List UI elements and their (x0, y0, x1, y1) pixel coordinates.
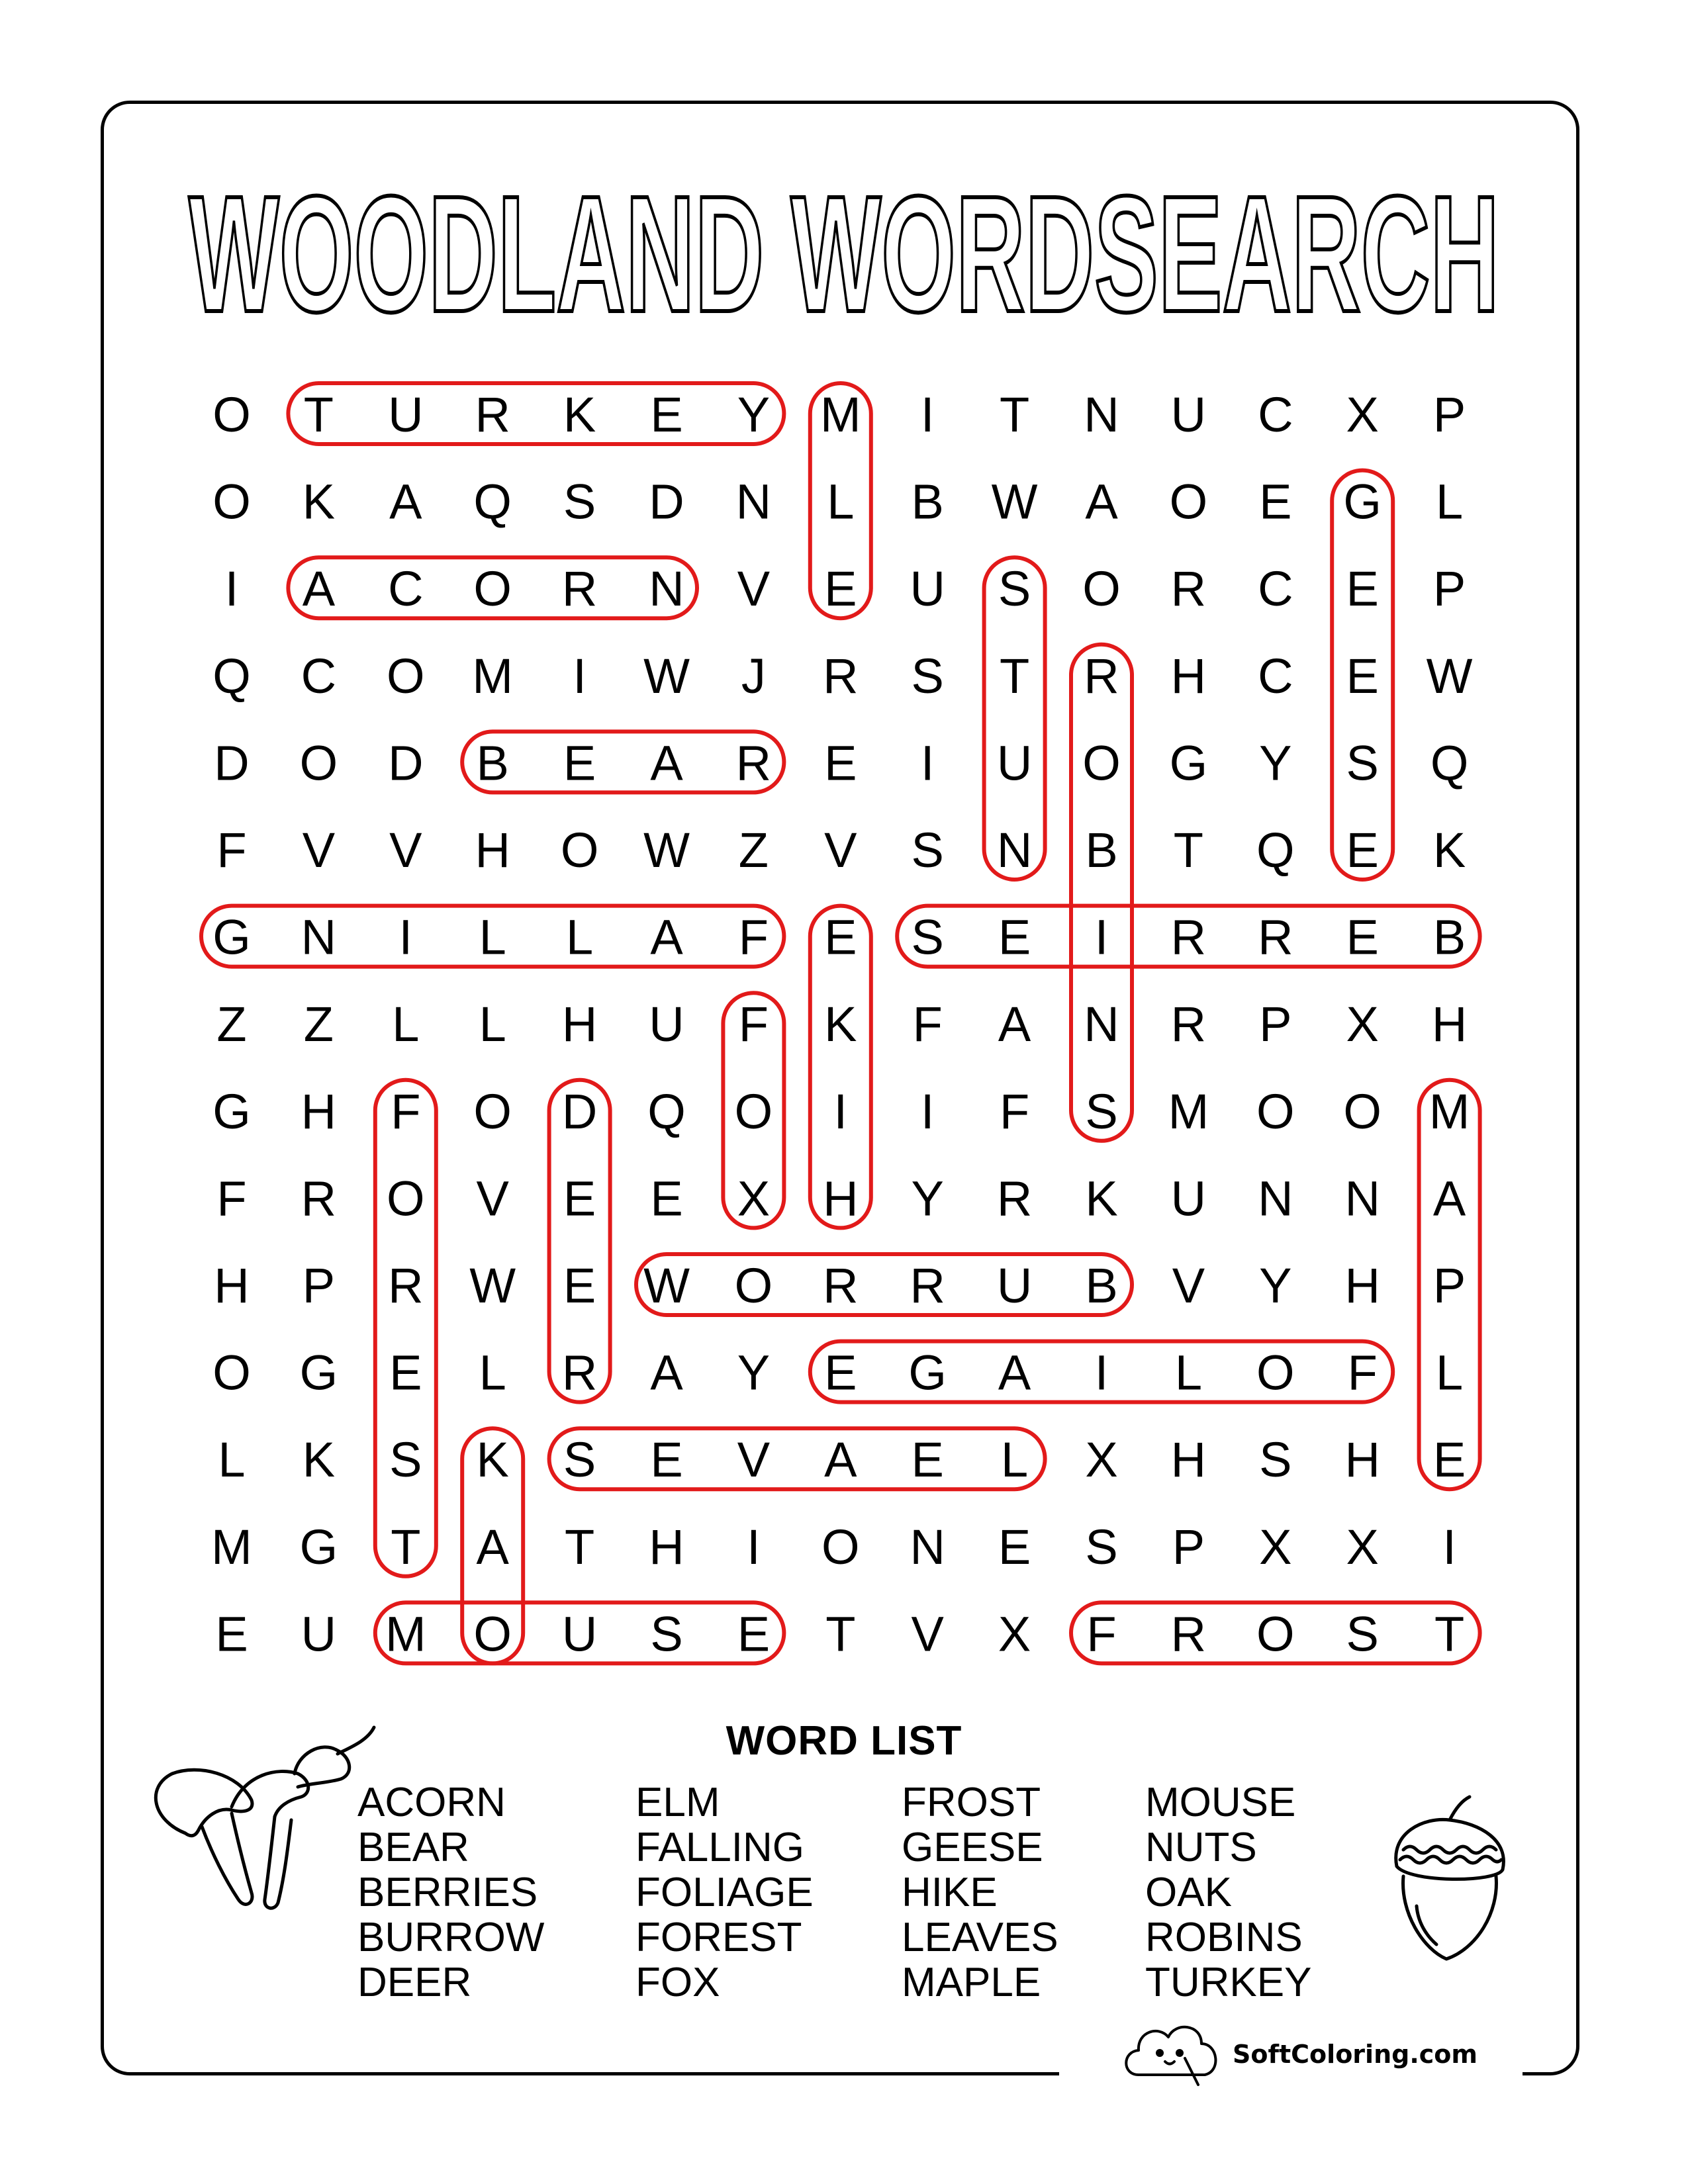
grid-cell[interactable]: Z (303, 997, 334, 1052)
cloud-mascot-icon (1119, 2012, 1225, 2091)
grid-cell[interactable]: H (1431, 997, 1468, 1052)
grid-cell[interactable]: Y (911, 1171, 944, 1226)
grid-cell[interactable]: V (737, 561, 771, 617)
grid-cell[interactable]: T (1434, 1606, 1465, 1662)
grid-cell[interactable]: R (823, 648, 859, 704)
grid-cell[interactable]: P (1259, 997, 1292, 1052)
word-list-item: GEESE (902, 1825, 1043, 1870)
grid-cell[interactable]: O (1169, 474, 1208, 529)
grid-cell[interactable]: G (908, 1345, 947, 1400)
grid-cell[interactable]: E (824, 909, 857, 965)
grid-cell[interactable]: X (1346, 997, 1379, 1052)
grid-cell[interactable]: S (389, 1432, 422, 1488)
grid-cell[interactable]: S (1085, 1083, 1118, 1139)
grid-cell[interactable]: H (823, 1171, 859, 1226)
grid-cell[interactable]: L (1436, 1345, 1464, 1400)
grid-cell[interactable]: V (476, 1171, 509, 1226)
grid-cell[interactable]: X (737, 1171, 771, 1226)
grid-cell[interactable]: I (399, 909, 413, 965)
grid-cell[interactable]: X (1346, 1519, 1379, 1574)
grid-cell[interactable]: F (738, 909, 769, 965)
grid-cell[interactable]: M (1429, 1083, 1470, 1139)
grid-cell[interactable]: V (824, 823, 857, 878)
grid-cell[interactable]: T (303, 387, 334, 442)
grid-cell[interactable]: I (920, 1083, 935, 1139)
grid-cell[interactable]: S (1346, 1606, 1379, 1662)
grid-cell[interactable]: U (388, 387, 424, 442)
grid-cell[interactable]: O (387, 1171, 425, 1226)
grid-cell[interactable]: O (1082, 735, 1121, 791)
grid-cell[interactable]: H (649, 1519, 684, 1574)
word-list-item: TURKEY (1145, 1960, 1312, 2005)
word-list-item: HIKE (902, 1870, 998, 1915)
grid-cell[interactable]: N (649, 561, 684, 617)
grid-cell[interactable]: N (301, 909, 337, 965)
highlight-forest (375, 1080, 436, 1576)
grid-cell[interactable]: R (996, 1171, 1033, 1226)
grid-cell[interactable]: W (991, 474, 1038, 529)
grid-cell[interactable]: N (910, 1519, 945, 1574)
word-list-item: BURROW (357, 1915, 545, 1960)
grid-cell[interactable]: D (649, 474, 684, 529)
grid-cell[interactable]: T (999, 648, 1030, 704)
grid-cell[interactable]: I (920, 735, 935, 791)
word-list-item: FOREST (635, 1915, 802, 1960)
grid-cell[interactable]: H (561, 997, 598, 1052)
grid-cell[interactable]: G (299, 1519, 338, 1574)
grid-cell[interactable]: M (472, 648, 514, 704)
grid-cell[interactable]: R (1084, 648, 1119, 704)
grid-cell[interactable]: O (212, 474, 251, 529)
grid-cell[interactable]: R (1170, 909, 1207, 965)
grid-cell[interactable]: W (643, 1258, 690, 1313)
grid-cell[interactable]: L (1436, 474, 1464, 529)
grid-cell[interactable]: W (643, 648, 690, 704)
grid-cell[interactable]: T (825, 1606, 856, 1662)
grid-cell[interactable]: R (561, 561, 598, 617)
grid-cell[interactable]: O (299, 735, 338, 791)
grid-cell[interactable]: L (827, 474, 855, 529)
grid-cell[interactable]: M (211, 1519, 252, 1574)
grid-cell[interactable]: P (1432, 1258, 1466, 1313)
grid-cell[interactable]: H (301, 1083, 337, 1139)
grid-cell[interactable]: D (561, 1083, 598, 1139)
grid-cell[interactable]: C (301, 648, 337, 704)
grid-cell[interactable]: G (212, 909, 251, 965)
grid-cell[interactable]: P (302, 1258, 336, 1313)
grid-cell[interactable]: A (650, 735, 683, 791)
grid-cell[interactable]: C (1258, 561, 1293, 617)
grid-cell[interactable]: T (564, 1519, 595, 1574)
grid-cell[interactable]: V (302, 823, 336, 878)
grid-cell[interactable]: E (1346, 561, 1379, 617)
grid-cell[interactable]: Q (1256, 823, 1295, 878)
grid-cell[interactable]: U (561, 1606, 598, 1662)
word-list-item: DEER (357, 1960, 472, 2005)
grid-cell[interactable]: O (734, 1258, 773, 1313)
word-list-item: OAK (1145, 1870, 1232, 1915)
grid-cell[interactable]: E (1346, 648, 1379, 704)
grid-cell[interactable]: B (476, 735, 509, 791)
grid-cell[interactable]: F (1347, 1345, 1378, 1400)
word-list-item: MAPLE (902, 1960, 1041, 2005)
grid-cell[interactable]: P (1172, 1519, 1205, 1574)
grid-cell[interactable]: V (911, 1606, 944, 1662)
grid-cell[interactable]: H (1170, 1432, 1207, 1488)
grid-cell[interactable]: E (563, 735, 596, 791)
grid-cell[interactable]: K (302, 474, 336, 529)
grid-cell[interactable]: N (1344, 1171, 1380, 1226)
grid-cell[interactable]: I (224, 561, 239, 617)
grid-cell[interactable]: F (216, 1171, 247, 1226)
grid-cell[interactable]: R (388, 1258, 424, 1313)
grid-cell[interactable]: N (996, 823, 1033, 878)
grid-cell[interactable]: K (302, 1432, 336, 1488)
grid-cell[interactable]: U (996, 735, 1033, 791)
grid-cell[interactable]: O (212, 1345, 251, 1400)
grid-cell[interactable]: R (1170, 1606, 1207, 1662)
grid-cell[interactable]: S (911, 823, 944, 878)
highlight-burrow (636, 1254, 1132, 1315)
grid-cell[interactable]: U (996, 1258, 1033, 1313)
word-list-item: LEAVES (902, 1915, 1058, 1960)
grid-cell[interactable]: I (747, 1519, 761, 1574)
grid-cell[interactable]: B (1085, 823, 1118, 878)
word-list-item: MOUSE (1145, 1780, 1296, 1825)
grid-cell[interactable]: R (475, 387, 510, 442)
grid-cell[interactable]: Q (212, 648, 251, 704)
grid-cell[interactable]: X (1085, 1432, 1118, 1488)
grid-cell[interactable]: P (1432, 561, 1466, 617)
grid-cell[interactable]: P (1432, 387, 1466, 442)
grid-cell[interactable]: L (566, 909, 594, 965)
grid-cell[interactable]: N (1258, 1171, 1293, 1226)
word-list-title: WORD LIST (726, 1718, 962, 1764)
grid-cell[interactable]: I (833, 1083, 848, 1139)
grid-cell[interactable]: E (563, 1258, 596, 1313)
grid-cell[interactable]: V (389, 823, 422, 878)
grid-cell[interactable]: R (910, 1258, 945, 1313)
grid-cell[interactable]: W (1426, 648, 1473, 704)
brand-text: SoftColoring.com (1233, 2040, 1477, 2069)
grid-cell[interactable]: I (920, 387, 935, 442)
grid-cell[interactable]: W (643, 823, 690, 878)
grid-cell[interactable]: R (301, 1171, 337, 1226)
grid-cell[interactable]: I (1094, 1345, 1109, 1400)
grid-cell[interactable]: S (563, 1432, 596, 1488)
grid-cell[interactable]: I (573, 648, 586, 704)
grid-cell[interactable]: W (469, 1258, 516, 1313)
grid-cell[interactable]: V (737, 1432, 771, 1488)
grid-cell[interactable]: G (1343, 474, 1382, 529)
grid-cell[interactable]: F (738, 997, 769, 1052)
grid-cell[interactable]: A (389, 474, 422, 529)
grid-cell[interactable]: N (1084, 387, 1119, 442)
word-list-item: BERRIES (357, 1870, 538, 1915)
grid-cell[interactable]: I (1442, 1519, 1456, 1574)
grid-cell[interactable]: O (1256, 1345, 1295, 1400)
grid-cell[interactable]: M (1168, 1083, 1209, 1139)
grid-cell[interactable]: H (1170, 648, 1207, 704)
grid-cell[interactable]: L (218, 1432, 246, 1488)
highlight-robins (1071, 645, 1132, 1141)
highlight-turkey (288, 383, 784, 444)
grid-cell[interactable]: R (1170, 561, 1207, 617)
grid-cell[interactable]: Q (647, 1083, 686, 1139)
grid-cell[interactable]: T (999, 387, 1030, 442)
grid-cell[interactable]: O (473, 1083, 512, 1139)
grid-cell[interactable]: U (301, 1606, 337, 1662)
mushroom-icon (139, 1701, 391, 1926)
grid-cell[interactable]: F (999, 1083, 1030, 1139)
grid-cell[interactable]: Q (1430, 735, 1469, 791)
grid-cell[interactable]: E (1259, 474, 1292, 529)
grid-cell[interactable]: S (1346, 735, 1379, 791)
grid-cell[interactable]: S (998, 561, 1031, 617)
grid-cell[interactable]: O (1256, 1606, 1295, 1662)
grid-cell[interactable]: O (212, 387, 251, 442)
grid-cell[interactable]: E (737, 1606, 771, 1662)
word-list-column-4 (1145, 1780, 1311, 2005)
grid-cell[interactable]: R (823, 1258, 859, 1313)
grid-cell[interactable]: E (563, 1171, 596, 1226)
grid-cell[interactable]: X (998, 1606, 1031, 1662)
grid-cell[interactable]: I (1094, 909, 1109, 965)
grid-cell[interactable]: E (1346, 909, 1379, 965)
grid-cell[interactable]: Y (737, 387, 771, 442)
grid-cell[interactable]: Z (216, 997, 247, 1052)
grid-cell[interactable]: G (299, 1345, 338, 1400)
word-list-item: FOX (635, 1960, 720, 2005)
grid-cell[interactable]: F (1086, 1606, 1117, 1662)
grid-cell[interactable]: E (911, 1432, 944, 1488)
grid-cell[interactable]: S (911, 909, 944, 965)
grid-cell[interactable]: T (391, 1519, 421, 1574)
grid-cell[interactable]: E (1432, 1432, 1466, 1488)
grid-cell[interactable]: B (911, 474, 944, 529)
grid-cell[interactable]: O (1343, 1083, 1382, 1139)
grid-cell[interactable]: A (650, 1345, 683, 1400)
grid-cell[interactable]: E (824, 1345, 857, 1400)
grid-cell[interactable]: A (998, 1345, 1031, 1400)
grid-cell[interactable]: L (392, 997, 420, 1052)
grid-cell[interactable]: M (820, 387, 861, 442)
grid-cell[interactable]: U (910, 561, 945, 617)
grid-cell[interactable]: A (650, 909, 683, 965)
grid-cell[interactable]: L (479, 909, 506, 965)
word-list-column-3 (902, 1780, 1058, 2005)
grid-cell[interactable]: E (998, 909, 1031, 965)
grid-cell[interactable]: A (476, 1519, 509, 1574)
grid-cell[interactable]: S (911, 648, 944, 704)
grid-cell[interactable]: T (1173, 823, 1204, 878)
grid-cell[interactable]: O (1082, 561, 1121, 617)
grid-cell[interactable]: E (650, 387, 683, 442)
grid-cell[interactable]: R (1258, 909, 1293, 965)
grid-cell[interactable]: K (476, 1432, 509, 1488)
grid-cell[interactable]: H (475, 823, 510, 878)
grid-cell[interactable]: E (650, 1171, 683, 1226)
grid-cell[interactable]: A (1085, 474, 1118, 529)
grid-cell[interactable]: D (214, 735, 250, 791)
grid-cell[interactable]: O (473, 561, 512, 617)
grid-cell[interactable]: S (650, 1606, 683, 1662)
acorn-icon (1370, 1794, 1529, 1966)
word-list-item: ROBINS (1145, 1915, 1303, 1960)
grid-cell[interactable]: U (649, 997, 684, 1052)
grid-cell[interactable]: S (563, 474, 596, 529)
grid-cell[interactable]: K (1432, 823, 1466, 878)
grid-cell[interactable]: K (1085, 1171, 1118, 1226)
grid-cell[interactable]: F (912, 997, 943, 1052)
grid-cell[interactable]: E (998, 1519, 1031, 1574)
grid-cell[interactable]: L (479, 1345, 506, 1400)
grid-cell[interactable]: E (650, 1432, 683, 1488)
grid-cell[interactable]: E (215, 1606, 248, 1662)
grid-cell[interactable]: B (1085, 1258, 1118, 1313)
grid-cell[interactable]: Y (1259, 735, 1292, 791)
grid-cell[interactable]: K (563, 387, 596, 442)
grid-cell[interactable]: Z (738, 823, 769, 878)
grid-cell[interactable]: O (821, 1519, 860, 1574)
grid-cell[interactable]: E (824, 735, 857, 791)
grid-cell[interactable]: C (388, 561, 424, 617)
grid-cell[interactable]: Q (473, 474, 512, 529)
grid-cell[interactable]: E (1346, 823, 1379, 878)
grid-cell[interactable]: A (302, 561, 336, 617)
grid-cell[interactable]: A (998, 997, 1031, 1052)
word-list-item: FROST (902, 1780, 1041, 1825)
grid-cell[interactable]: O (560, 823, 599, 878)
grid-cell[interactable]: E (389, 1345, 422, 1400)
grid-cell[interactable]: J (741, 648, 766, 704)
grid-cell[interactable]: S (1085, 1519, 1118, 1574)
grid-cell[interactable]: C (1258, 648, 1293, 704)
grid-cell[interactable]: G (1169, 735, 1208, 791)
grid-cell[interactable]: Y (737, 1345, 771, 1400)
grid-cell[interactable]: H (214, 1258, 250, 1313)
word-list-item: FALLING (635, 1825, 804, 1870)
grid-cell[interactable]: C (1258, 387, 1293, 442)
highlight-leaves (549, 1428, 1045, 1489)
word-list-column-2 (635, 1780, 814, 2005)
grid-cell[interactable]: G (212, 1083, 251, 1139)
grid-cell[interactable]: Y (1259, 1258, 1292, 1313)
grid-cell[interactable]: O (1256, 1083, 1295, 1139)
grid-cell[interactable]: N (735, 474, 772, 529)
grid-cell[interactable]: F (216, 823, 247, 878)
grid-cell[interactable]: F (391, 1083, 421, 1139)
grid-cell[interactable]: H (1344, 1432, 1380, 1488)
grid-cell[interactable]: X (1346, 387, 1379, 442)
grid-cell[interactable]: M (385, 1606, 426, 1662)
grid-cell[interactable]: K (824, 997, 857, 1052)
word-list-item: ELM (635, 1780, 720, 1825)
grid-cell[interactable]: O (387, 648, 425, 704)
word-list-item: FOLIAGE (635, 1870, 814, 1915)
grid-cell[interactable]: R (1170, 997, 1207, 1052)
grid-cell[interactable]: V (1172, 1258, 1205, 1313)
grid-cell[interactable]: S (1259, 1432, 1292, 1488)
grid-cell[interactable]: X (1259, 1519, 1292, 1574)
grid-cell[interactable]: L (479, 997, 506, 1052)
grid-cell[interactable]: L (1001, 1432, 1029, 1488)
grid-cell[interactable]: D (388, 735, 424, 791)
word-list-item: ACORN (357, 1780, 506, 1825)
grid-cell[interactable]: A (824, 1432, 857, 1488)
grid-cell[interactable]: U (1170, 1171, 1207, 1226)
grid-cell[interactable]: E (824, 561, 857, 617)
grid-cell[interactable]: O (473, 1606, 512, 1662)
grid-cell[interactable]: L (1174, 1345, 1202, 1400)
grid-cell[interactable]: R (561, 1345, 598, 1400)
word-list-item: BEAR (357, 1825, 469, 1870)
grid-cell[interactable]: B (1432, 909, 1466, 965)
grid-cell[interactable]: H (1344, 1258, 1380, 1313)
grid-cell[interactable]: O (734, 1083, 773, 1139)
grid-cell[interactable]: A (1432, 1171, 1466, 1226)
page-title: WOODLAND WORDSEARCH (189, 161, 1499, 346)
grid-cell[interactable]: U (1170, 387, 1207, 442)
word-list-item: NUTS (1145, 1825, 1257, 1870)
grid-cell[interactable]: N (1084, 997, 1119, 1052)
grid-cell[interactable]: R (735, 735, 772, 791)
